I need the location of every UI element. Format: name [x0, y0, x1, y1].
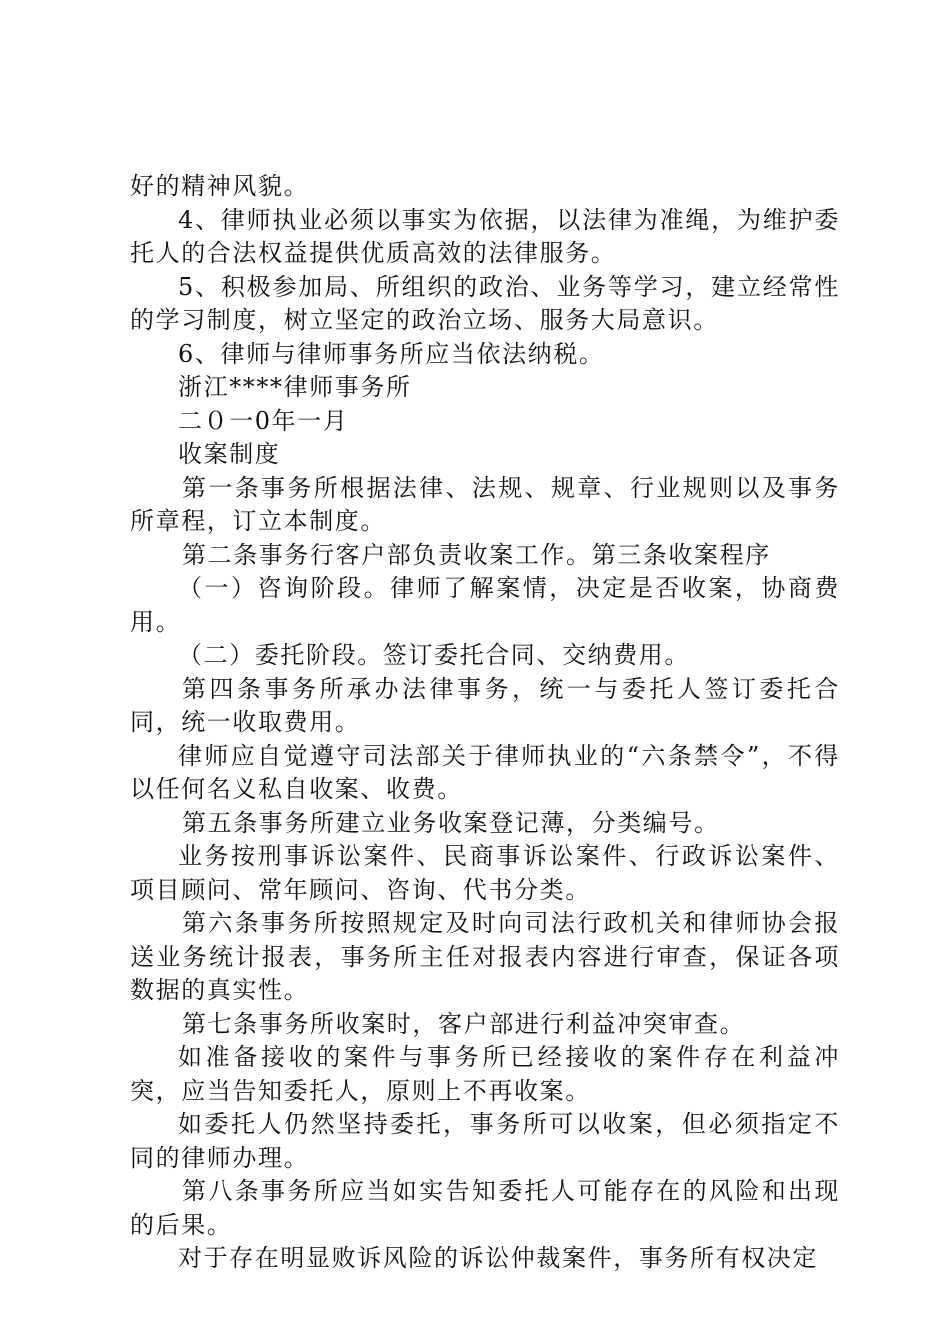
article-5: 第五条事务所建立业务收案登记薄，分类编号。 — [182, 808, 720, 837]
section-title: 收案制度 — [178, 440, 281, 468]
paragraph-insist-commission: 如委托人仍然坚持委托，事务所可以收案，但必须指定不同的律师办理。 — [130, 1110, 840, 1172]
paragraph-business-classification: 业务按刑事诉讼案件、民商事诉讼案件、行政诉讼案件、项目顾问、常年顾问、咨询、代书分类。 — [130, 842, 840, 904]
article-7: 第七条事务所收案时，客户部进行利益冲突审查。 — [182, 1009, 746, 1038]
article-4: 第四条事务所承办法律事务，统一与委托人签订委托合同，统一收取费用。 — [130, 674, 840, 736]
signature-date: 二０一0年一月 — [178, 406, 349, 435]
paragraph-conflict-of-interest: 如准备接收的案件与事务所已经接收的案件存在利益冲突，应当告知委托人，原则上不再收案。 — [130, 1043, 840, 1105]
paragraph-risk-cases: 对于存在明显败诉风险的诉讼仲裁案件，事务所有权决定 — [178, 1244, 818, 1272]
paragraph-six-prohibitions: 律师应自觉遵守司法部关于律师执业的“六条禁令”，不得以任何名义私自收案、收费。 — [130, 741, 840, 803]
paragraph-rule-5: 5、积极参加局、所组织的政治、业务等学习，建立经常性的学习制度，树立坚定的政治立场、服务大局意识。 — [130, 272, 840, 334]
stage-commission: （二）委托阶段。签订委托合同、交纳费用。 — [178, 641, 690, 669]
article-1: 第一条事务所根据法律、法规、规章、行业规则以及事务所章程，订立本制度。 — [130, 473, 840, 535]
paragraph-rule-6: 6、律师与律师事务所应当依法纳税。 — [178, 339, 605, 368]
paragraph-rule-4: 4、律师执业必须以事实为依据，以法律为准绳，为维护委托人的合法权益提供优质高效的法律服务。 — [130, 205, 840, 267]
article-6: 第六条事务所按照规定及时向司法行政机关和律师协会报送业务统计报表，事务所主任对报表内容进行审查，保证各项数据的真实性。 — [130, 909, 840, 1004]
stage-consultation: （一）咨询阶段。律师了解案情，决定是否收案，协商费用。 — [130, 574, 840, 636]
signature-firm-name: 浙江****律师事务所 — [178, 373, 412, 401]
document-body — [130, 170, 840, 1276]
article-2-3: 第二条事务行客户部负责收案工作。第三条收案程序 — [182, 540, 771, 569]
article-8: 第八条事务所应当如实告知委托人可能存在的风险和出现的后果。 — [130, 1177, 840, 1239]
paragraph-continuation: 好的精神风貌。 — [130, 172, 310, 200]
